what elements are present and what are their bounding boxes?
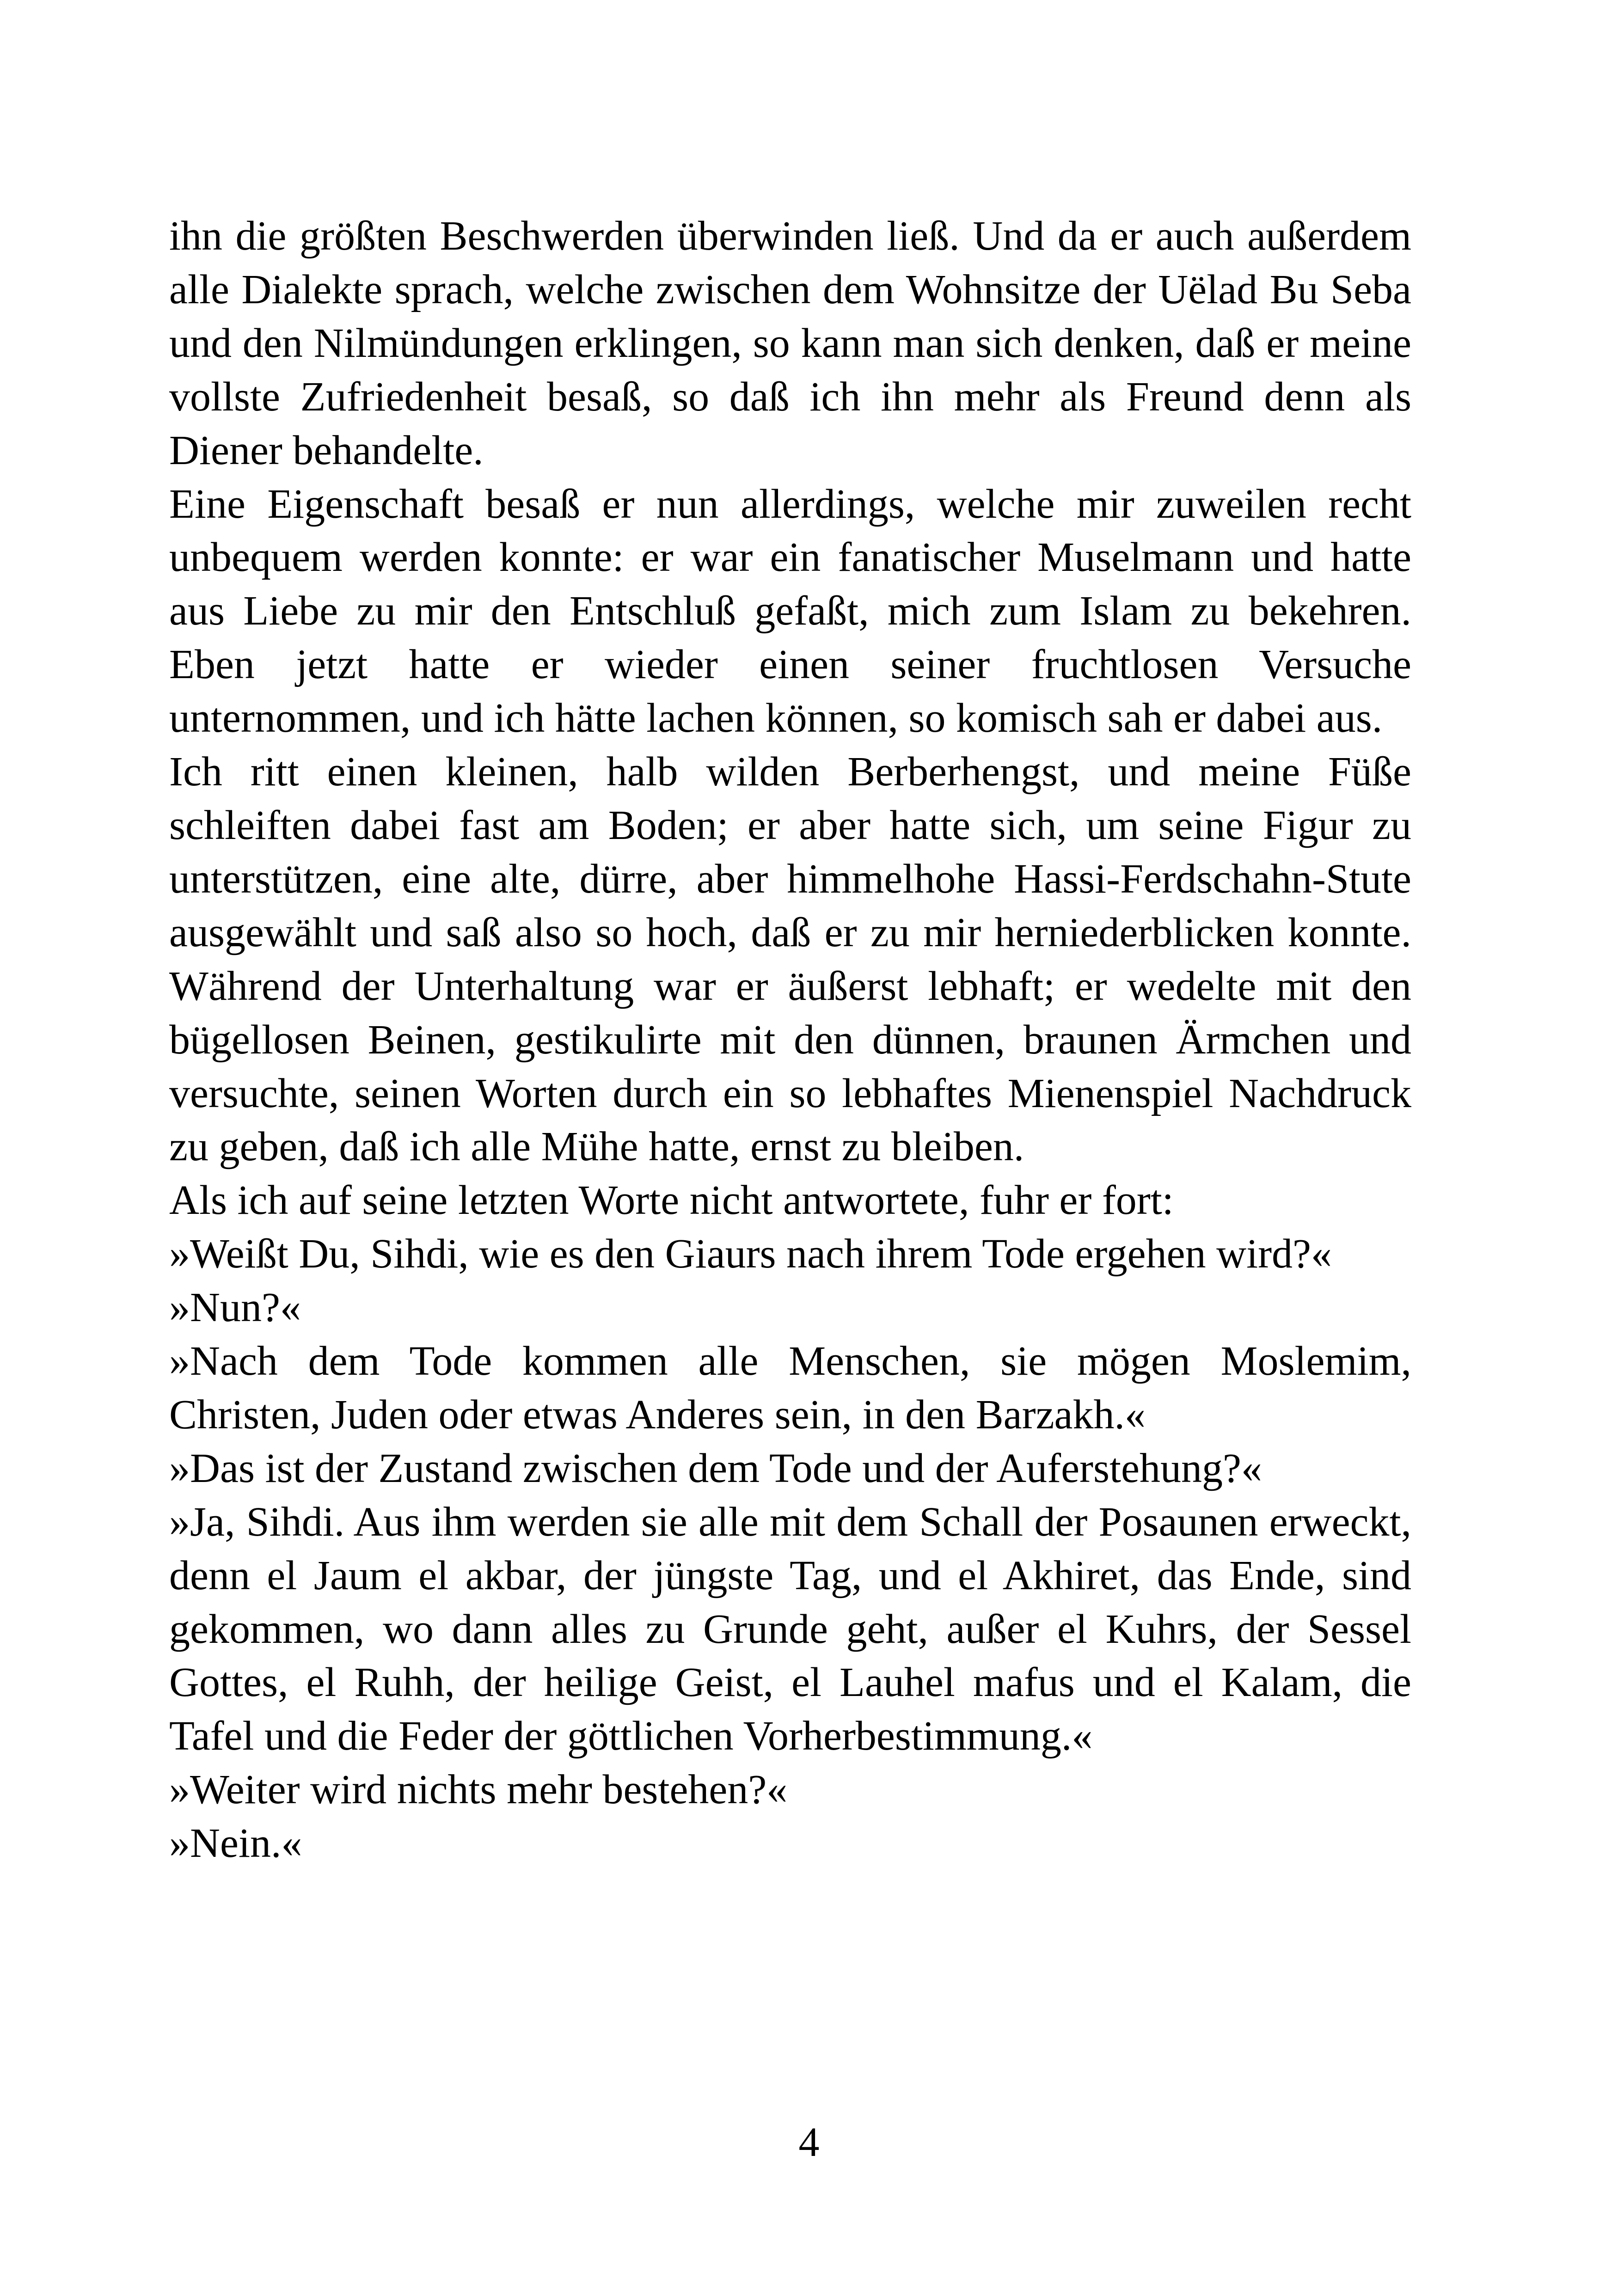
paragraph-2: Eine Eigenschaft besaß er nun allerdings, welche mir zuweilen recht unbequem werden konnte: er war ein fanatischer Muselmann und hatte aus Liebe zu mir den Entschluß gefaßt, mich zum Islam zu bekehren. Eben jetzt hatte er wieder einen seiner fruchtlosen Versuche unternommen, und ich hätte lachen können, so komisch sah er dabei aus. bbox=[169, 481, 1411, 741]
paragraph-4: Als ich auf seine letzten Worte nicht antwortete, fuhr er fort: bbox=[169, 1177, 1174, 1224]
body-text bbox=[169, 209, 1411, 1870]
dialogue-line-7: »Nein.« bbox=[169, 1820, 302, 1867]
dialogue-line-5: »Ja, Sihdi. Aus ihm werden sie alle mit dem Schall der Posaunen erweckt, denn el Jaum el akbar, der jüngste Tag, und el Akhiret, das Ende, sind gekommen, wo dann alles zu Grunde geht, außer el Kuhrs, der Sessel Gottes, el Ruhh, der heilige Geist, el Lauhel mafus und el Kalam, die Tafel und die Feder der göttlichen Vorherbestimmung.« bbox=[169, 1499, 1411, 1759]
paragraph-3: Ich ritt einen kleinen, halb wilden Berberhengst, und meine Füße schleiften dabei fast am Boden; er aber hatte sich, um seine Figur zu unterstützen, eine alte, dürre, aber himmelhohe Hassi-Ferdschahn-Stute ausgewählt und saß also so hoch, daß er zu mir herniederblicken konnte. Während der Unterhaltung war er äußerst lebhaft; er wedelte mit den bügellosen Beinen, gestikulirte mit den dünnen, braunen Ärmchen und versuchte, seinen Worten durch ein so lebhaftes Mienenspiel Nachdruck zu geben, daß ich alle Mühe hatte, ernst zu bleiben. bbox=[169, 749, 1411, 1170]
page-number: 4 bbox=[798, 2119, 820, 2165]
dialogue-line-3: »Nach dem Tode kommen alle Menschen, sie mögen Moslemim, Christen, Juden oder etwas Anderes sein, in den Barzakh.« bbox=[169, 1338, 1411, 1438]
dialogue-line-2: »Nun?« bbox=[169, 1285, 301, 1331]
dialogue-line-6: »Weiter wird nichts mehr bestehen?« bbox=[169, 1767, 788, 1813]
paragraph-1: ihn die größten Beschwerden überwinden ließ. Und da er auch außerdem alle Dialekte sprach, welche zwischen dem Wohnsitze der Uëlad Bu Seba und den Nilmündungen erklingen, so kann man sich denken, daß er meine vollste Zufriedenheit besaß, so daß ich ihn mehr als Freund denn als Diener behandelte. bbox=[169, 213, 1411, 473]
dialogue-line-4: »Das ist der Zustand zwischen dem Tode und der Auferstehung?« bbox=[169, 1445, 1262, 1491]
dialogue-line-1: »Weißt Du, Sihdi, wie es den Giaurs nach ihrem Tode ergehen wird?« bbox=[169, 1231, 1332, 1277]
